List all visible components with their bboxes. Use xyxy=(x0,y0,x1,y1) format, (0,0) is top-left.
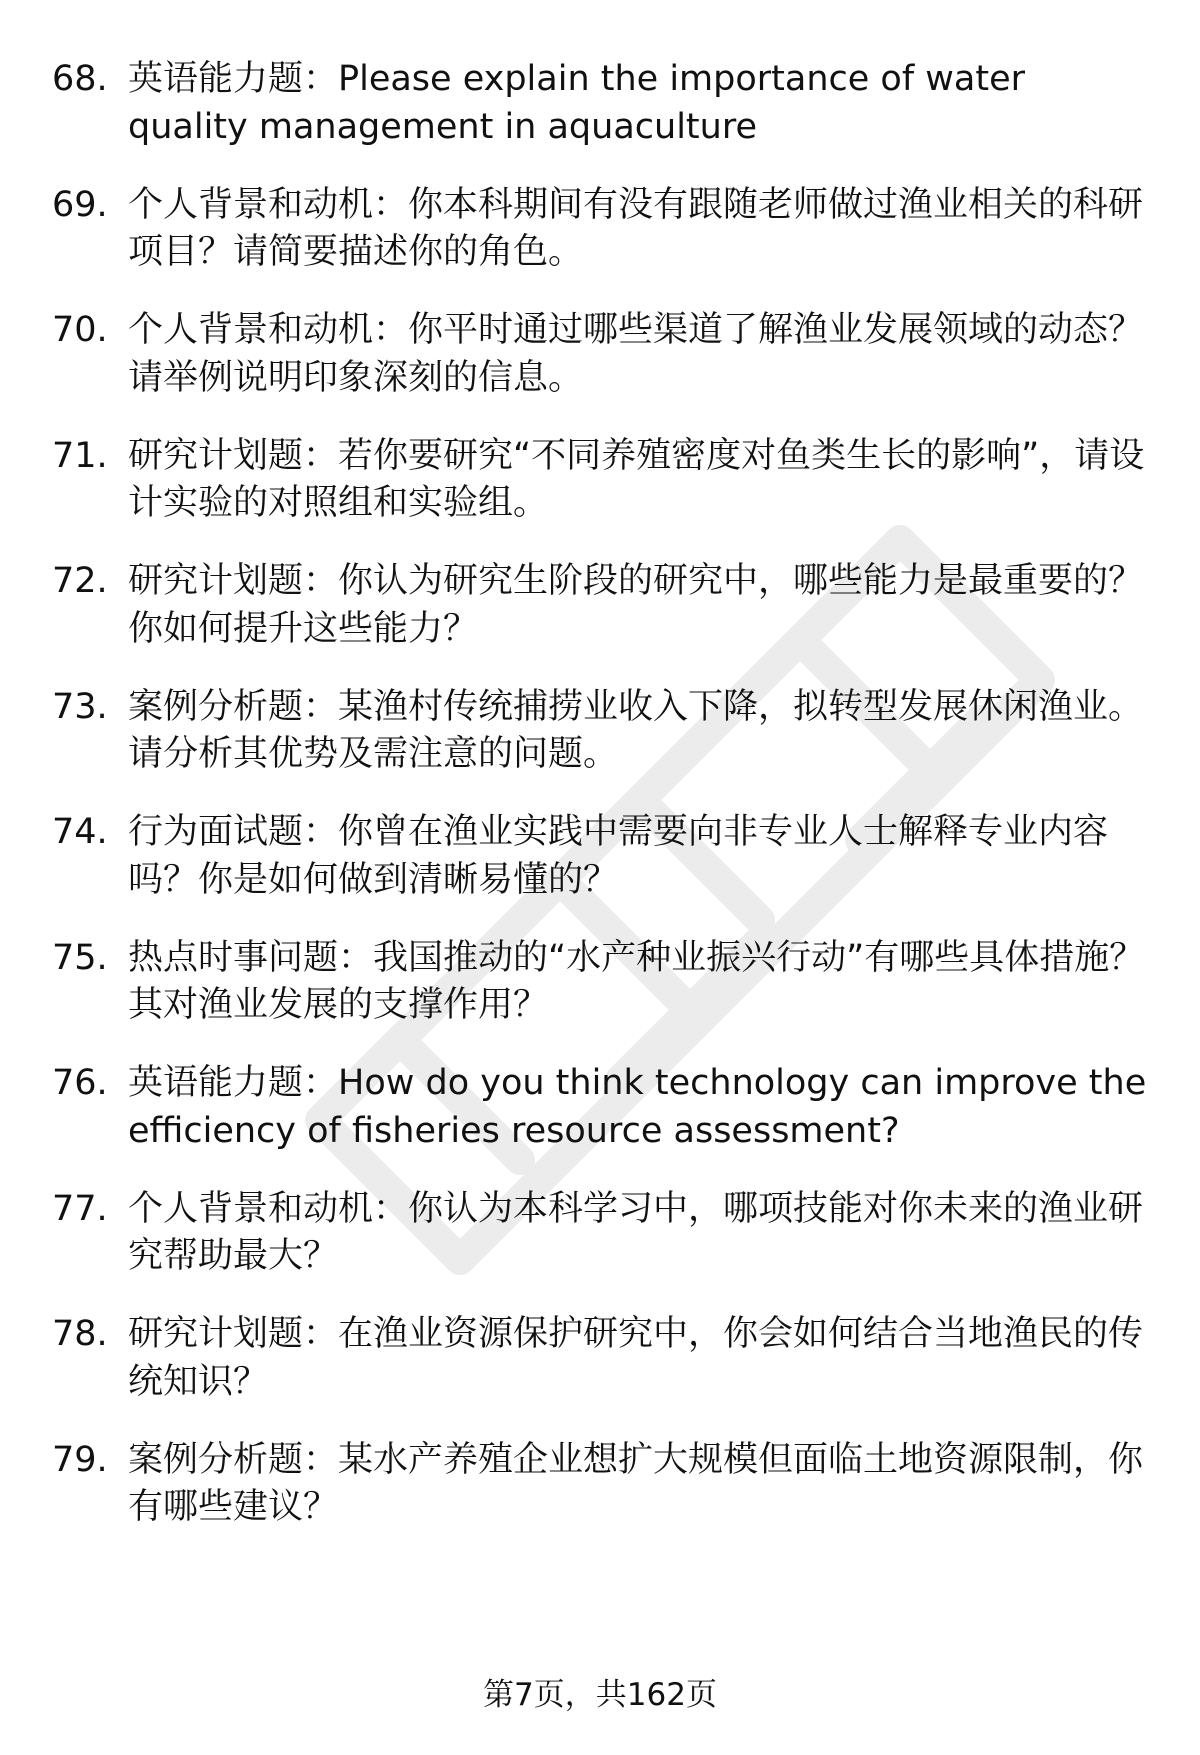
question-text: 英语能力题：How do you think technology can improve the efficiency of fisheries resource assessment? xyxy=(128,1063,1147,1151)
question-item xyxy=(0,558,1200,653)
question-number: 76. xyxy=(52,1063,108,1103)
question-number: 69. xyxy=(52,184,108,225)
question-number: 71. xyxy=(52,435,108,476)
question-number: 74. xyxy=(52,812,108,852)
question-item xyxy=(0,1186,1200,1281)
question-number: 72. xyxy=(52,561,108,601)
question-item xyxy=(0,307,1200,402)
question-text: 研究计划题：在渔业资源保护研究中，你会如何结合当地渔民的传统知识？ xyxy=(128,1314,1144,1402)
question-text: 案例分析题：某水产养殖企业想扩大规模但面临土地资源限制，你有哪些建议？ xyxy=(128,1439,1144,1527)
question-text: 热点时事问题：我国推动的“水产种业振兴行动”有哪些具体措施？其对渔业发展的支撑作用？ xyxy=(128,937,1145,1025)
question-number: 70. xyxy=(52,310,108,350)
question-item xyxy=(0,935,1200,1030)
question-item xyxy=(0,182,1200,277)
question-number: 73. xyxy=(52,686,108,727)
question-number: 75. xyxy=(52,937,108,978)
question-list xyxy=(0,56,1200,1562)
question-number: 78. xyxy=(52,1314,108,1354)
question-text: 行为面试题：你曾在渔业实践中需要向非专业人士解释专业内容吗？你是如何做到清晰易懂的？ xyxy=(128,812,1109,900)
question-item xyxy=(0,1060,1200,1155)
question-text: 个人背景和动机：你平时通过哪些渠道了解渔业发展领域的动态？请举例说明印象深刻的信息。 xyxy=(128,310,1144,398)
question-text: 研究计划题：你认为研究生阶段的研究中，哪些能力是最重要的？你如何提升这些能力？ xyxy=(128,561,1144,649)
question-number: 79. xyxy=(52,1439,108,1480)
question-text: 个人背景和动机：你认为本科学习中，哪项技能对你未来的渔业研究帮助最大？ xyxy=(128,1188,1144,1276)
question-text: 研究计划题：若你要研究“不同养殖密度对鱼类生长的影响”，请设计实验的对照组和实验组。 xyxy=(128,435,1145,523)
question-number: 68. xyxy=(52,59,108,99)
question-number: 77. xyxy=(52,1188,108,1229)
question-text: 案例分析题：某渔村传统捕捞业收入下降，拟转型发展休闲渔业。请分析其优势及需注意的问题。 xyxy=(128,686,1144,774)
question-text: 英语能力题：Please explain the importance of water quality management in aquaculture xyxy=(128,59,1025,147)
question-item xyxy=(0,809,1200,904)
question-text: 个人背景和动机：你本科期间有没有跟随老师做过渔业相关的科研项目？请简要描述你的角色。 xyxy=(128,184,1144,272)
question-item xyxy=(0,56,1200,151)
question-item xyxy=(0,684,1200,779)
question-item xyxy=(0,433,1200,528)
question-item xyxy=(0,1311,1200,1406)
question-item xyxy=(0,1437,1200,1532)
page-footer: 第7页，共162页 xyxy=(483,1677,717,1713)
